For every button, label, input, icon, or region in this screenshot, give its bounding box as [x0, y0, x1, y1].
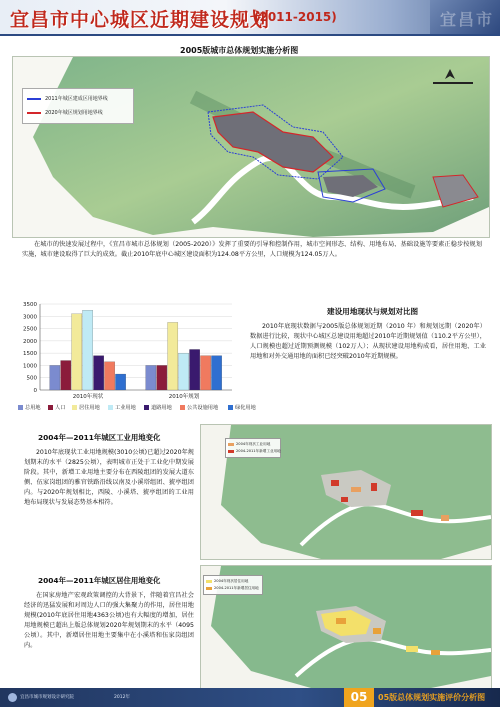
map3-legend-item [206, 579, 248, 584]
legend-label: 绿化用地 [235, 405, 256, 411]
legend-swatch [228, 405, 233, 410]
bar-工业用地-2010年规划 [179, 353, 189, 390]
legend-swatch [72, 405, 77, 410]
bar-居住用地-2010年规划 [168, 322, 178, 390]
x-tick-label: 2010年现状 [72, 394, 104, 400]
legend-swatch [48, 405, 53, 410]
y-tick-label: 0 [33, 388, 37, 394]
x-tick-label: 2010年规划 [168, 394, 200, 400]
map2-legend-item [228, 449, 281, 454]
legend-swatch [228, 443, 234, 446]
bar-chart-svg [10, 298, 240, 402]
map3-legend [203, 575, 263, 595]
legend-swatch-red [27, 112, 41, 114]
page-number: 05 [344, 688, 374, 707]
legend-swatch [206, 587, 212, 590]
master-plan-implementation-map [12, 56, 490, 238]
legend-item-2011-boundary [27, 95, 108, 102]
section3-title: 2004年—2011年城区工业用地变化 [38, 433, 161, 442]
y-tick-label: 3500 [23, 302, 37, 308]
section1-paragraph: 在城市的快速发展过程中，《宜昌市城市总体规划（2005-2020）》发挥了重要的引导和控制作用，城市空间形态、结构、用地布局、基础设施等要素正稳步按规划实施，城市建设取得了巨大的成效。截止2010年底中心城区建设面积为124.08平方公里，人口规模为124.05万人。 [22, 241, 482, 258]
header-watermark: 宜昌市 [439, 10, 494, 29]
legend-label: 2011年城区建成区用地界线 [45, 96, 108, 102]
page-title-years: (2011-2015) [254, 10, 337, 24]
legend-label: 2004年现状居住用地 [214, 579, 249, 583]
bar-绿化用地-2010年现状 [115, 374, 125, 390]
chart-legend-item [144, 404, 172, 411]
section2-title: 建设用地现状与规划对比图 [327, 307, 419, 316]
footer-organization: 宜昌市城市规划设计研究院 [20, 695, 74, 700]
y-tick-label: 2000 [23, 338, 37, 345]
section4-paragraph: 在国家房地产宏观政策调控的大背景下，伴随着宜昌社会经济的迅猛发展和对周边人口的强大集聚力的作用，居住用地规模(2010年底居住用地4363公顷)也有大幅度的增加，居住用地规模已超出上版总体规划2020年规划期末的水平（4095公顷）。其中，新增居住用地主要集中在小溪塔和伍家岗组团内。 [24, 592, 194, 649]
chart-legend [14, 402, 304, 416]
section4-title: 2004年—2011年城区居住用地变化 [38, 576, 161, 585]
institute-logo-icon [8, 693, 17, 702]
legend-label: 2004-2011年新增工业用地 [236, 449, 281, 453]
bar-工业用地-2010年现状 [83, 310, 93, 390]
chart-legend-item [228, 404, 256, 411]
legend-label: 2004年现状工业用地 [236, 442, 271, 446]
section2-paragraph: 2010年底现状数据与2005版总体规划近期（2010 年）和规划远期（2020年）数据进行比较，现状中心城区总建设用地超过2010年近期规划值（110.2平方公里），人口规模也超过近期预测规模（102万人）；从现状建设用地构成看，居住用地、工业用地和对外交通用地的面积已经突破2010年近期规模。 [250, 323, 486, 360]
legend-swatch-blue [27, 98, 41, 100]
chart-legend-item [180, 404, 218, 411]
page-header [0, 0, 500, 36]
y-tick-label: 2500 [23, 326, 37, 333]
chart-legend-item [108, 404, 136, 411]
y-tick-label: 3000 [23, 314, 37, 321]
bar-总用地-2010年现状 [50, 365, 60, 390]
bar-居住用地-2010年现状 [72, 314, 82, 390]
bar-人口-2010年现状 [61, 361, 71, 390]
legend-label: 2004-2011年新增居住用地 [214, 586, 259, 590]
section3-paragraph: 2010年底现状工业用地规模(3010公顷)已超过2020年规划期末的水平（2825公顷），表明城市正处于工业化中期发展阶段。其中，新增工业用地主要分布在西陵组团的发展大道东侧、伍家岗组团的雅官铁路沿线以南及小溪塔组团、猇亭组团内。与2020年规划相比，西陵、小溪塔、猇亭组团的工业用地布局现状与发展态势基本相符。 [24, 449, 194, 506]
legend-item-2020-boundary [27, 109, 103, 116]
page-title: 宜昌市中心城区近期建设规划 [10, 9, 271, 31]
chart-legend-item [72, 404, 100, 411]
legend-label: 人口 [55, 405, 66, 411]
legend-label: 总用地 [25, 405, 41, 411]
y-tick-label: 1500 [23, 351, 37, 358]
legend-swatch [18, 405, 23, 410]
footer-page-title: 05版总体规划实施评价分析图 [378, 693, 486, 702]
legend-swatch [144, 405, 149, 410]
legend-label: 居住用地 [79, 405, 100, 411]
footer-date: 2012年 [114, 695, 130, 700]
legend-swatch [228, 450, 234, 453]
legend-label: 公共设施用地 [187, 405, 219, 411]
map1-legend [22, 88, 134, 124]
y-tick-label: 500 [26, 375, 37, 382]
section1-title: 2005版城市总体规划实施分析图 [180, 46, 299, 55]
legend-swatch [180, 405, 185, 410]
bar-绿化用地-2010年规划 [211, 356, 221, 390]
bar-道路用地-2010年现状 [93, 356, 103, 390]
chart-legend-item [48, 404, 65, 411]
map3-legend-item [206, 586, 259, 591]
map1-graphic [13, 57, 489, 237]
chart-legend-item [18, 404, 41, 411]
page-footer [0, 688, 500, 707]
bar-道路用地-2010年规划 [189, 349, 199, 390]
legend-label: 道路用地 [151, 405, 172, 411]
map2-legend [225, 438, 281, 458]
bar-总用地-2010年规划 [146, 365, 156, 390]
map2-legend-item [228, 442, 270, 447]
bar-人口-2010年规划 [157, 365, 167, 390]
bar-公共设施用地-2010年规划 [200, 356, 210, 390]
y-tick-label: 1000 [23, 363, 37, 370]
legend-label: 2020年城区规划用地界线 [45, 110, 103, 116]
legend-label: 工业用地 [115, 405, 136, 411]
bar-公共设施用地-2010年现状 [104, 362, 114, 390]
legend-swatch [206, 580, 212, 583]
legend-swatch [108, 405, 113, 410]
